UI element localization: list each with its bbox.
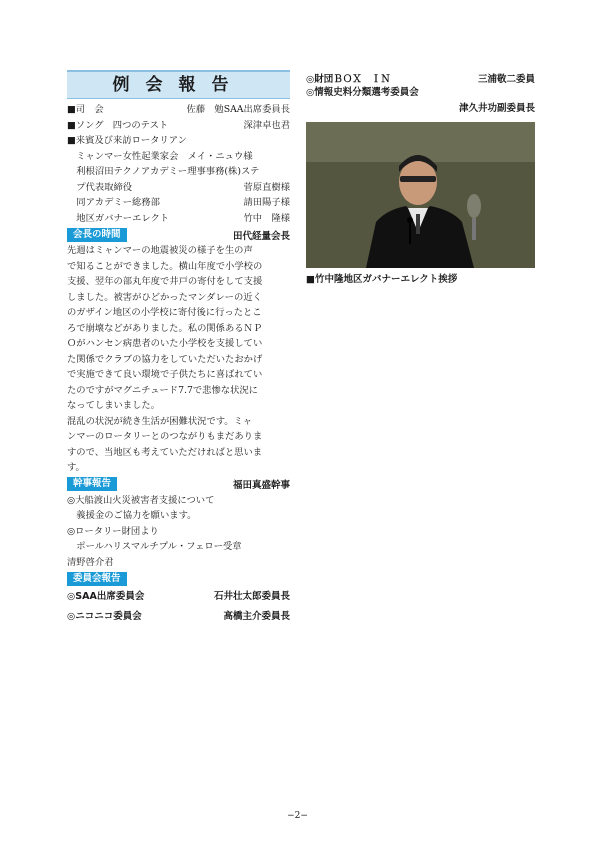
right-column	[306, 70, 535, 288]
text-line: ◎大船渡山火災被害者支援について	[67, 494, 215, 506]
role-row	[67, 133, 290, 149]
niko-header	[67, 607, 290, 622]
role-label: ミャンマー女性起業家会 メイ・ニュウ様	[67, 150, 253, 162]
saa-header	[67, 587, 290, 602]
left-column	[67, 70, 290, 622]
president-name: 田代経量会長	[232, 230, 290, 242]
role-value: 深津卓也君	[243, 119, 290, 131]
role-label: 同アカデミー総務部	[67, 197, 160, 208]
role-label: プ代表取締役	[67, 181, 133, 193]
role-row	[67, 180, 290, 196]
text-line: 混乱の状況が続き生活が困難状況です。ミャ	[67, 415, 253, 427]
text-line: で知ることができました。横山年度で小学校の	[67, 260, 263, 272]
text-line: すので、当地区も考えていただければと思いま	[67, 446, 263, 458]
box-name: 三浦敬二委員	[477, 73, 535, 85]
meeting-roles	[67, 102, 290, 226]
speaker-photo	[306, 122, 535, 268]
text-line: ポールハリスマルチプル・フェロー受章	[67, 541, 242, 552]
secretary-text	[67, 493, 290, 571]
report-title: 例会報告	[67, 70, 290, 99]
secretary-tag: 幹事報告	[67, 477, 117, 491]
president-tag: 会長の時間	[67, 228, 127, 242]
text-line: で実施できて良い環境で子供たちに喜ばれてい	[67, 369, 263, 380]
text-line: 支援、翌年の部丸年度で井戸の寄付をして支援	[67, 276, 263, 287]
role-value: 請田陽子様	[243, 197, 290, 208]
text-line: のガザイン地区の小学校に寄付後に行ったとこ	[67, 307, 262, 318]
info-name-row	[306, 101, 535, 117]
text-line: たのですがマグニチュード7.7で悲惨な状況に	[67, 384, 258, 396]
role-value: 竹中 隆様	[243, 212, 290, 224]
saa-name: 石井壮太郎委員長	[213, 590, 290, 602]
role-label: 利根沼田テクノアカデミー理事事務(株)ステ	[67, 166, 260, 177]
saa-title: ◎SAA出席委員会	[67, 590, 145, 602]
role-value: 佐藤 勉SAA出席委員長	[186, 104, 290, 115]
text-line: 先週はミャンマーの地震被災の様子を生の声	[67, 245, 253, 256]
role-label: 地区ガバナーエレクト	[67, 212, 170, 224]
role-row	[67, 164, 290, 180]
text-line: なってしまいました。	[67, 400, 160, 411]
committee-tag: 委員会報告	[67, 572, 127, 586]
secretary-header	[67, 477, 290, 492]
text-line: ◎ロータリー財団より	[67, 525, 159, 537]
role-row	[67, 149, 290, 165]
text-line: ろで崩壊などがありました。私の関係あるＮＰ	[67, 322, 263, 334]
governor-title: ■竹中隆地区ガバナーエレクト挨拶	[306, 274, 458, 285]
text-line: た関係でクラブの協力をしていただいたおかげ	[67, 353, 263, 365]
role-row	[67, 102, 290, 118]
role-value: 菅原直樹様	[243, 181, 290, 193]
box-header	[306, 70, 535, 85]
president-text	[67, 243, 290, 476]
role-row	[67, 118, 290, 134]
page-number: −2−	[287, 811, 308, 821]
role-row	[67, 195, 290, 211]
text-line: ンマーのロータリーとのつながりもまだありま	[67, 431, 263, 442]
box-title: ◎財団ＢＯＸ ＩＮ	[306, 73, 391, 85]
text-line: 清野啓介君	[67, 556, 114, 568]
niko-title: ◎ニコニコ委員会	[67, 610, 142, 622]
role-label: ■来賓及び来訪ロータリアン	[67, 135, 187, 146]
president-header	[67, 227, 290, 242]
role-label: ■司 会	[67, 104, 104, 115]
info-name: 津久井功副委員長	[458, 102, 535, 114]
niko-name: 高橋主介委員長	[223, 610, 290, 622]
secretary-name: 福田真盛幹事	[232, 480, 290, 491]
role-row	[67, 211, 290, 227]
text-line: Ｏがハンセン病患者のいた小学校を支援してい	[67, 338, 263, 349]
speaker-photo-illustration	[306, 122, 535, 268]
role-label: ■ソング 四つのテスト	[67, 119, 169, 131]
committee-header	[67, 571, 290, 586]
text-line: す。	[67, 462, 85, 473]
text-line: しました。被害がひどかったマンダレーの近く	[67, 291, 262, 303]
info-title: ◎情報史料分類選考委員会	[306, 87, 419, 98]
text-line: 義援金のご協力を願います。	[67, 510, 197, 521]
